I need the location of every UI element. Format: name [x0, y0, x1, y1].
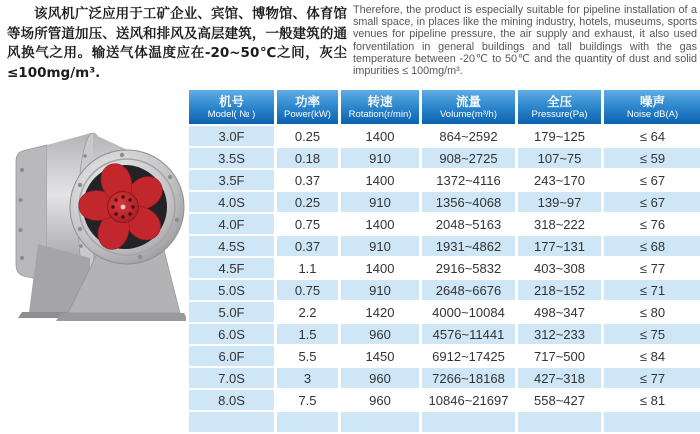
col-header-pressure: [518, 90, 601, 124]
cell-rotation: 910: [341, 148, 419, 168]
cell-noise: ≤ 77: [604, 368, 700, 388]
cell-volume: 1356~4068: [422, 192, 515, 212]
cell-pressure: 312~233: [518, 324, 601, 344]
cell-pressure: 179~125: [518, 126, 601, 146]
cell-noise: ≤ 68: [604, 236, 700, 256]
cell-pressure: 558~427: [518, 390, 601, 410]
cell-power: 0.75: [277, 280, 338, 300]
cell-pressure: 107~75: [518, 148, 601, 168]
cell-empty: [422, 412, 515, 432]
header-row: [189, 90, 700, 124]
cell-power: 7.5: [277, 390, 338, 410]
cell-power: 0.25: [277, 192, 338, 212]
cell-rotation: 910: [341, 236, 419, 256]
col-header-rotation: [341, 90, 419, 124]
axial-duct-fan-illustration: [4, 130, 186, 330]
cell-model: 4.5F: [189, 258, 274, 278]
intro-paragraph-english: Therefore, the product is especially suitable for pipeline installation of a small space, in places like the mining industry, hotels, museums, sports venues for pipeline pressure, the air supply and exhaust, it also used forventilation in general buildings and tall buildings with the gas temperature between -20℃ to 50℃ and the quantity of dust and solid impurities ≤ 100mg/m³.: [353, 4, 697, 78]
table-row: [189, 280, 700, 300]
cell-rotation: 960: [341, 390, 419, 410]
cell-volume: 4576~11441: [422, 324, 515, 344]
cell-model: 6.0S: [189, 324, 274, 344]
cell-model: 6.0F: [189, 346, 274, 366]
col-header-power: [277, 90, 338, 124]
table-row: [189, 390, 700, 410]
cell-empty: [189, 412, 274, 432]
spec-table-section: [186, 88, 700, 434]
cell-noise: ≤ 71: [604, 280, 700, 300]
cell-model: 4.0S: [189, 192, 274, 212]
cell-model: 3.5S: [189, 148, 274, 168]
col-header-power-zh: 功率: [294, 94, 320, 109]
table-row: [189, 148, 700, 168]
cell-volume: 2648~6676: [422, 280, 515, 300]
cell-volume: 2048~5163: [422, 214, 515, 234]
cell-empty: [604, 412, 700, 432]
cell-pressure: 717~500: [518, 346, 601, 366]
col-header-volume: [422, 90, 515, 124]
cell-pressure: 139~97: [518, 192, 601, 212]
cell-power: 5.5: [277, 346, 338, 366]
cell-rotation: 1400: [341, 170, 419, 190]
cell-rotation: 910: [341, 192, 419, 212]
col-header-power-en: Power(kW): [284, 109, 331, 120]
col-header-model-zh: 机号: [218, 94, 244, 109]
cell-rotation: 1400: [341, 258, 419, 278]
cell-noise: ≤ 59: [604, 148, 700, 168]
cell-volume: 1931~4862: [422, 236, 515, 256]
cell-volume: 10846~21697: [422, 390, 515, 410]
col-header-noise: [604, 90, 700, 124]
cell-noise: ≤ 64: [604, 126, 700, 146]
cell-rotation: 1400: [341, 214, 419, 234]
cell-power: 1.1: [277, 258, 338, 278]
cell-empty: [277, 412, 338, 432]
cell-volume: 4000~10084: [422, 302, 515, 322]
cell-rotation: 910: [341, 280, 419, 300]
table-row: [189, 368, 700, 388]
cell-pressure: 318~222: [518, 214, 601, 234]
cell-rotation: 1420: [341, 302, 419, 322]
cell-noise: ≤ 67: [604, 170, 700, 190]
cell-power: 0.25: [277, 126, 338, 146]
col-header-noise-en: Noise dB(A): [626, 109, 679, 120]
cell-power: 2.2: [277, 302, 338, 322]
table-row: [189, 236, 700, 256]
cell-noise: ≤ 80: [604, 302, 700, 322]
col-header-volume-en: Volume(m³/h): [439, 109, 497, 120]
col-header-pressure-en: Pressure(Pa): [531, 109, 588, 120]
cell-model: 4.0F: [189, 214, 274, 234]
table-row: [189, 346, 700, 366]
col-header-model-en: Model( № ): [207, 109, 256, 120]
cell-empty: [341, 412, 419, 432]
cell-noise: ≤ 67: [604, 192, 700, 212]
cell-volume: 7266~18168: [422, 368, 515, 388]
cell-volume: 908~2725: [422, 148, 515, 168]
table-row: [189, 192, 700, 212]
cell-noise: ≤ 81: [604, 390, 700, 410]
table-row: [189, 324, 700, 344]
cell-noise: ≤ 76: [604, 214, 700, 234]
cell-model: 5.0S: [189, 280, 274, 300]
intro-paragraph-chinese: 该风机广泛应用于工矿企业、宾馆、博物馆、体育馆等场所管道加压、送风和排风及高层建筑，一般建筑的通风换气之用。输送气体温度应在-20~50℃之间，灰尘≤100mg/m³.: [7, 6, 347, 81]
cell-model: 5.0F: [189, 302, 274, 322]
cell-model: 3.0F: [189, 126, 274, 146]
cell-model: 3.5F: [189, 170, 274, 190]
col-header-volume-zh: 流量: [455, 94, 481, 109]
cell-pressure: 177~131: [518, 236, 601, 256]
cell-noise: ≤ 77: [604, 258, 700, 278]
col-header-model: [189, 90, 274, 124]
cell-model: 4.5S: [189, 236, 274, 256]
cell-pressure: 218~152: [518, 280, 601, 300]
cell-rotation: 1450: [341, 346, 419, 366]
table-row: [189, 258, 700, 278]
cell-model: 7.0S: [189, 368, 274, 388]
col-header-rotation-zh: 转速: [367, 94, 393, 109]
cell-empty: [518, 412, 601, 432]
spec-table-body: [189, 126, 700, 432]
cell-power: 1.5: [277, 324, 338, 344]
fan-product-photo: [4, 130, 186, 332]
cell-pressure: 498~347: [518, 302, 601, 322]
cell-volume: 2916~5832: [422, 258, 515, 278]
cell-power: 0.75: [277, 214, 338, 234]
cell-rotation: 1400: [341, 126, 419, 146]
col-header-rotation-en: Rotation(r/min): [348, 109, 412, 120]
spec-table: [186, 88, 700, 434]
cell-volume: 1372~4116: [422, 170, 515, 190]
col-header-noise-zh: 噪声: [639, 94, 665, 109]
col-header-pressure-zh: 全压: [546, 94, 572, 109]
cell-noise: ≤ 75: [604, 324, 700, 344]
cell-power: 3: [277, 368, 338, 388]
cell-power: 0.37: [277, 170, 338, 190]
table-row-partial: [189, 412, 700, 432]
cell-pressure: 403~308: [518, 258, 601, 278]
cell-volume: 6912~17425: [422, 346, 515, 366]
cell-model: 8.0S: [189, 390, 274, 410]
cell-rotation: 960: [341, 368, 419, 388]
table-row: [189, 302, 700, 322]
cell-power: 0.37: [277, 236, 338, 256]
cell-noise: ≤ 84: [604, 346, 700, 366]
table-row: [189, 170, 700, 190]
cell-power: 0.18: [277, 148, 338, 168]
cell-rotation: 960: [341, 324, 419, 344]
cell-pressure: 243~170: [518, 170, 601, 190]
cell-pressure: 427~318: [518, 368, 601, 388]
table-row: [189, 214, 700, 234]
table-row: [189, 126, 700, 146]
cell-volume: 864~2592: [422, 126, 515, 146]
